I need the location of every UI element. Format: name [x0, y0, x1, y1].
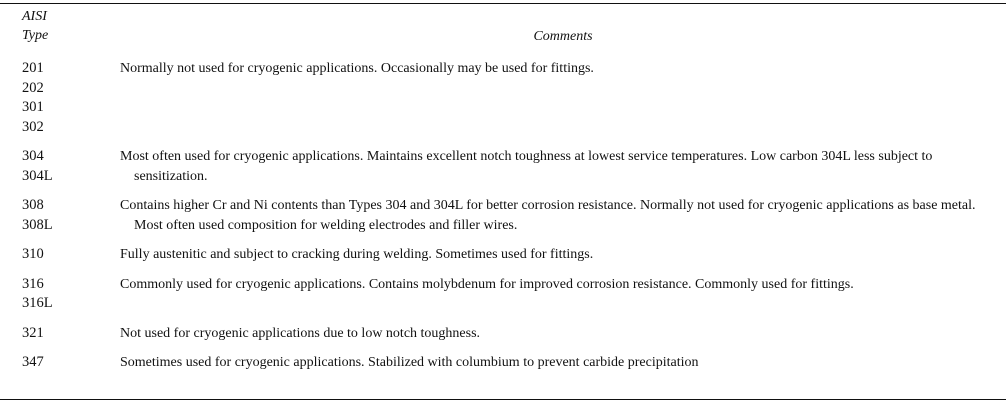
type-value: 301 [22, 99, 44, 115]
table-body [0, 59, 1006, 373]
row-gap [0, 137, 1006, 147]
comment-cell: Fully austenitic and subject to cracking during welding. Sometimes used for fittings. [120, 247, 594, 262]
type-value: 304 [22, 148, 44, 164]
table-row [0, 324, 1006, 344]
type-value: 316 [22, 275, 44, 292]
comment-cell: Not used for cryogenic applications due to low notch toughness. [120, 325, 481, 341]
row-gap [0, 343, 1006, 353]
type-value: 347 [22, 354, 44, 370]
type-value: 310 [22, 246, 44, 262]
table-header [0, 7, 1006, 51]
type-header-line-aisi: AISI [22, 9, 47, 24]
type-cell [0, 147, 120, 186]
comment-cell: Most often used for cryogenic applications. Maintains excellent notch toughness at lowest service temperatures. Low carbon 304L less subject to sensitization. [120, 149, 933, 184]
comment-cell: Commonly used for cryogenic applications. Contains molybdenum for improved corrosion resistance. Commonly used for fittings. [120, 276, 854, 292]
type-header-line-type: Type [22, 28, 49, 43]
type-cell [0, 275, 120, 314]
table-top-rule [0, 3, 1006, 4]
type-value: 304L [22, 167, 53, 184]
type-value: 202 [22, 79, 44, 96]
type-cell [0, 196, 120, 235]
type-column-header [22, 7, 48, 45]
type-value: 302 [22, 118, 44, 135]
table-row [0, 245, 1006, 265]
table-row [0, 353, 1006, 373]
row-gap [0, 314, 1006, 324]
type-value: 308L [22, 216, 53, 233]
type-value: 308 [22, 197, 44, 213]
comments-column-header: Comments [533, 29, 593, 44]
table-row [0, 196, 1006, 235]
table-bottom-rule [0, 399, 1006, 400]
type-cell [0, 324, 120, 344]
type-cell [0, 353, 120, 373]
type-cell [0, 59, 120, 137]
table-row [0, 147, 1006, 186]
type-cell [0, 245, 120, 265]
comment-cell: Contains higher Cr and Ni contents than Types 304 and 304L for better corrosion resistance. Normally not used for cryogenic applications as base metal. Most often used composition for welding electrodes and filler wires. [120, 198, 976, 233]
row-gap [0, 235, 1006, 245]
row-gap [0, 265, 1006, 275]
comment-cell: Sometimes used for cryogenic applications. Stabilized with columbium to prevent carbide precipitation [120, 355, 699, 370]
table-row [0, 59, 1006, 137]
type-value: 201 [22, 60, 44, 76]
table-row [0, 275, 1006, 314]
type-value: 321 [22, 324, 44, 341]
comment-cell: Normally not used for cryogenic applications. Occasionally may be used for fittings. [120, 61, 594, 76]
type-value: 316L [22, 295, 53, 311]
row-gap [0, 186, 1006, 196]
